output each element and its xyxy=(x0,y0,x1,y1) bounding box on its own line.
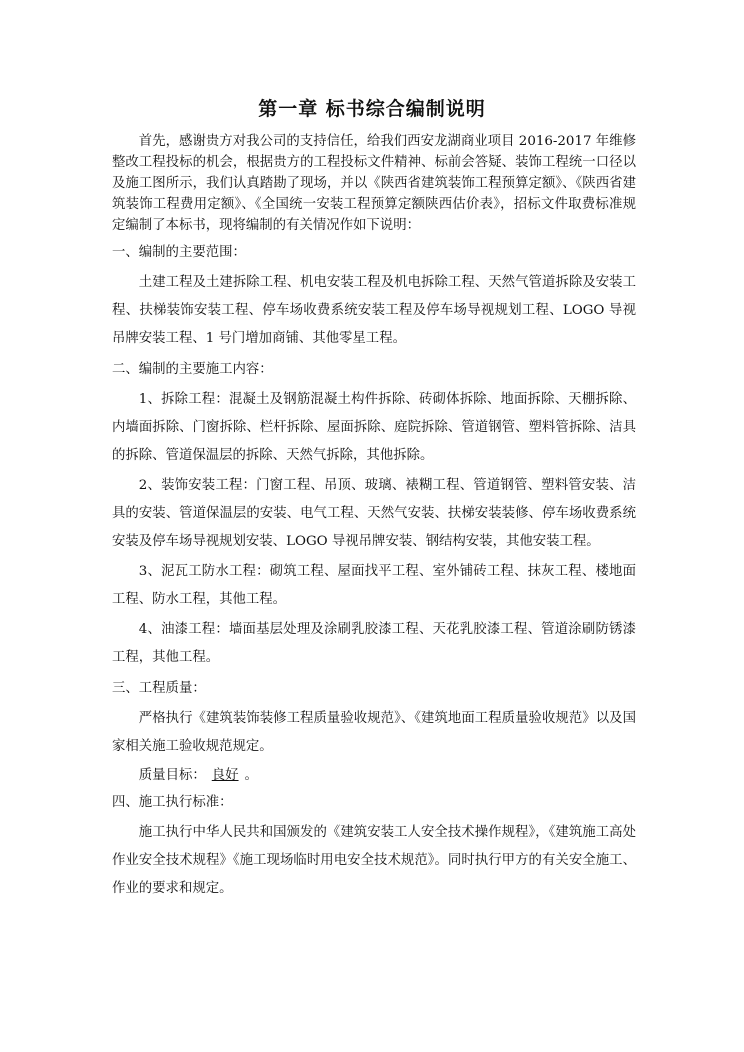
page-title: 第一章 标书综合编制说明 xyxy=(258,98,486,120)
section-heading-standards: 四、施工执行标准： xyxy=(112,795,233,810)
standards-paragraph: 施工执行中华人民共和国颁发的《建筑安装工人安全技术操作规程》，《建筑施工高处作业安全技术规程》《施工现场临时用电安全技术规范》。同时执行甲方的有关安全施工、作业的要求和规定。 xyxy=(112,825,636,896)
quality-target-value: 良好 xyxy=(211,768,239,783)
section-heading-content: 二、编制的主要施工内容： xyxy=(112,362,273,377)
quality-paragraph: 严格执行《建筑装饰装修工程质量验收规范》、《建筑地面工程质量验收规范》以及国家相关施工验收规范规定。 xyxy=(112,711,636,754)
content-item-installation: 2、装饰安装工程：门窗工程、吊顶、玻璃、裱糊工程、管道钢管、塑料管安装、洁具的安装、管道保温层的安装、电气工程、天然气安装、扶梯安装装修、停车场收费系统安装及停车场导视规划安装、LOGO 导视吊牌安装、钢结构安装，其他安装工程。 xyxy=(112,478,636,549)
quality-target-label: 质量目标： xyxy=(138,768,206,783)
content-item-demolition: 1、拆除工程：混凝土及钢筋混凝土构件拆除、砖砌体拆除、地面拆除、天棚拆除、内墙面拆除、门窗拆除、栏杆拆除、屋面拆除、庭院拆除、管道钢管、塑料管拆除、洁具的拆除、管道保温层的拆除、天然气拆除，其他拆除。 xyxy=(112,392,636,463)
intro-paragraph: 首先，感谢贵方对我公司的支持信任，给我们西安龙湖商业项目 2016-2017 年维修整改工程投标的机会，根据贵方的工程投标文件精神、标前会答疑、装饰工程统一口径以及施工图所示，我们认真踏勘了现场，并以《陕西省建筑装饰工程预算定额》、《陕西省建筑装饰工程费用定额》、《全国统一安装工程预算定额陕西估价表》，招标文件取费标准规定编制了本标书，现将编制的有关情况作如下说明： xyxy=(112,134,636,233)
quality-target-suffix: 。 xyxy=(244,768,258,783)
content-item-masonry: 3、泥瓦工防水工程：砌筑工程、屋面找平工程、室外铺砖工程、抹灰工程、楼地面工程、防水工程，其他工程。 xyxy=(112,564,636,607)
document-body xyxy=(112,131,636,905)
section-heading-scope: 一、编制的主要范围： xyxy=(112,245,246,260)
quality-target-line xyxy=(112,765,636,786)
scope-paragraph: 土建工程及土建拆除工程、机电安装工程及机电拆除工程、天然气管道拆除及安装工程、扶梯装饰安装工程、停车场收费系统安装工程及停车场导视规划工程、LOGO 导视吊牌安装工程、1 号门增加商铺、其他零星工程。 xyxy=(112,275,636,346)
content-item-painting: 4、油漆工程：墙面基层处理及涂刷乳胶漆工程、天花乳胶漆工程、管道涂刷防锈漆工程，其他工程。 xyxy=(112,622,636,665)
section-heading-quality: 三、工程质量： xyxy=(112,681,206,696)
